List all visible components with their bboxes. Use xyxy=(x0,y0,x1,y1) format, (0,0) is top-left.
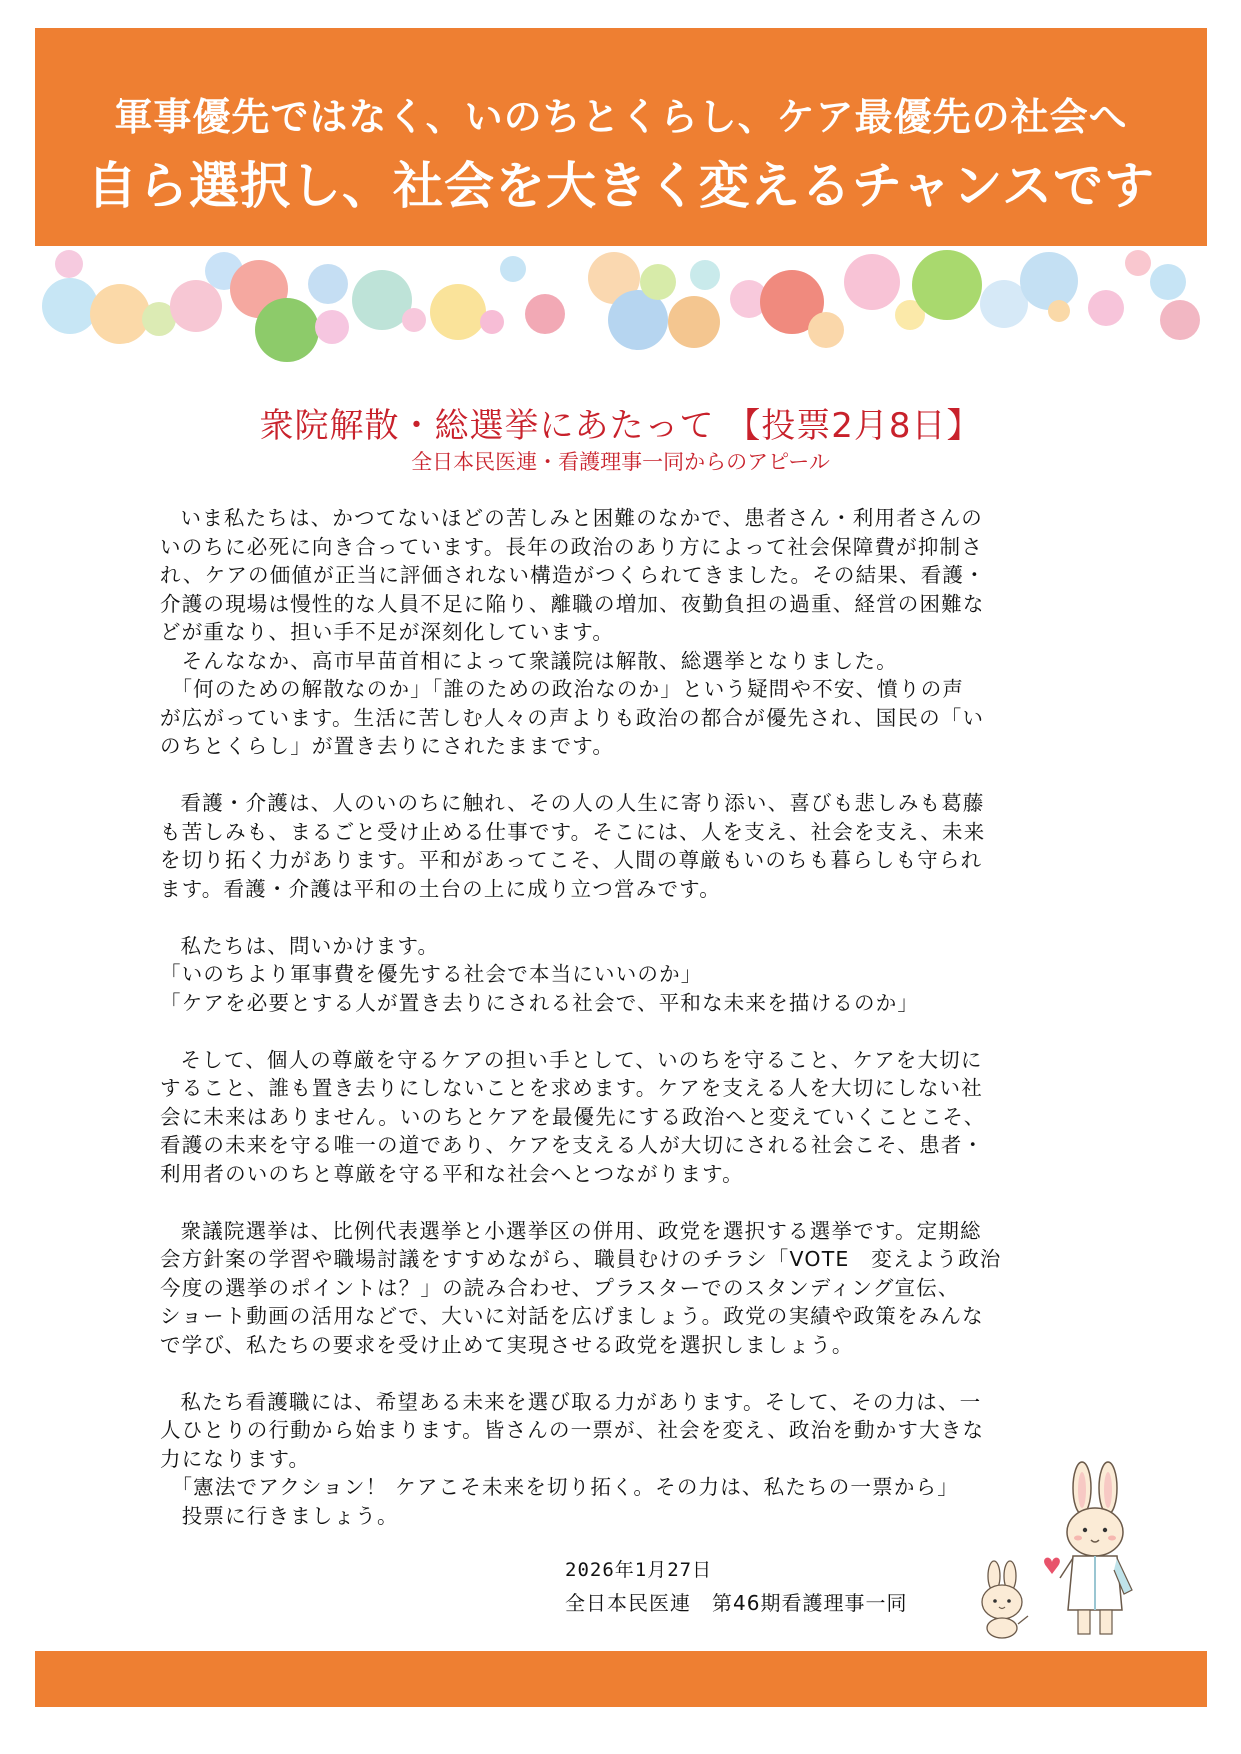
issue-date: 2026年1月27日 xyxy=(565,1559,713,1581)
body-line: 「憲法でアクション！ ケアこそ未来を切り拓く。その力は、私たちの一票から」 xyxy=(160,1475,959,1499)
body-line: 「何のための解散なのか」「誰のための政治なのか」という疑問や不安、憤りの声 xyxy=(160,677,965,701)
body-line: 私たち看護職には、希望ある未来を選び取る力があります。そして、その力は、一 xyxy=(180,1389,982,1414)
body-line: いのちに必死に向き合っています。長年の政治のあり方によって社会保障費が抑制さ xyxy=(160,534,983,559)
body-line: が広がっています。生活に苦しむ人々の声よりも政治の都合が優先され、国民の「い xyxy=(160,705,985,730)
body-line: も苦しみも、まるごと受け止める仕事です。そこには、人を支え、社会を支え、未来 xyxy=(160,819,986,844)
dot xyxy=(255,298,319,362)
body-line: 看護・介護は、人のいのちに触れ、その人の人生に寄り添い、喜びも悲しみも葛藤 xyxy=(180,791,985,815)
body-line: 利用者のいのちと尊厳を守る平和な社会へとつながります。 xyxy=(160,1161,744,1186)
body-line: のちとくらし」が置き去りにされたままです。 xyxy=(160,734,615,758)
dot xyxy=(55,250,83,278)
dot xyxy=(1125,250,1151,276)
body-line: 衆議院選挙は、比例代表選挙と小選挙区の併用、政党を選択する選挙です。定期総 xyxy=(180,1218,982,1243)
dot xyxy=(315,310,349,344)
small-rabbit-illustration xyxy=(968,1560,1038,1640)
dot xyxy=(668,296,720,348)
dot xyxy=(500,256,526,282)
body-line: を切り拓く力があります。平和があってこそ、人間の尊厳もいのちも暮らしも守られ xyxy=(160,848,983,872)
appeal-body xyxy=(160,504,1085,1530)
dot xyxy=(308,264,348,304)
dot xyxy=(1020,252,1078,310)
body-line: 会方針案の学習や職場討議をすすめながら、職員むけのチラシ「VOTE 変えよう政治 xyxy=(160,1247,1002,1271)
dot xyxy=(1160,300,1200,340)
dot xyxy=(1150,264,1186,300)
page-title: 衆院解散・総選挙にあたって 【投票2月8日】 xyxy=(259,406,982,446)
dot xyxy=(430,284,486,340)
body-line: すること、誰も置き去りにしないことを求めます。ケアを支える人を大切にしない社 xyxy=(160,1076,983,1100)
nurse-rabbit-illustration xyxy=(1040,1460,1150,1640)
dot xyxy=(808,312,844,348)
body-line: いま私たちは、かつてないほどの苦しみと困難のなかで、患者さん・利用者さんの xyxy=(180,506,983,530)
body-line: どが重なり、担い手不足が深刻化しています。 xyxy=(160,620,615,644)
dot xyxy=(480,310,504,334)
dot xyxy=(1088,290,1124,326)
body-line: 私たちは、問いかけます。 xyxy=(180,933,440,958)
body-line: 人ひとりの行動から始まります。皆さんの一票が、社会を変え、政治を動かす大きな xyxy=(160,1418,985,1442)
dot xyxy=(90,284,150,344)
body-line: ます。看護・介護は平和の土台の上に成り立つ営みです。 xyxy=(160,876,721,901)
body-line: れ、ケアの価値が正当に評価されない構造がつくられてきました。その結果、看護・ xyxy=(160,563,986,587)
body-line: 投票に行きましょう。 xyxy=(160,1503,399,1528)
dot xyxy=(1048,300,1070,322)
body-line: そんななか、高市早苗首相によって衆議院は解散、総選挙となりました。 xyxy=(160,648,898,673)
body-line: ショート動画の活用などで、大いに対話を広げましょう。政党の実績や政策をみんな xyxy=(160,1304,984,1328)
body-line: 会に未来はありません。いのちとケアを最優先にする政治へと変えていくことこそ、 xyxy=(160,1104,986,1129)
body-line: 今度の選挙のポイントは？」の読み合わせ、プラスターでのスタンディング宣伝、 xyxy=(160,1275,960,1300)
decorative-dots xyxy=(0,250,1241,380)
dot xyxy=(42,278,98,334)
header-headline: 軍事優先ではなく、いのちとくらし、ケア最優先の社会へ xyxy=(114,95,1128,139)
body-line: 介護の現場は慢性的な人員不足に陥り、離職の増加、夜勤負担の過重、経営の困難な xyxy=(160,591,985,616)
footer-bar xyxy=(35,1651,1207,1707)
dot xyxy=(525,294,565,334)
dot xyxy=(690,260,720,290)
header-banner xyxy=(35,28,1207,246)
header-main-slogan: 自ら選択し、社会を大きく変えるチャンスです xyxy=(87,157,1155,215)
dot xyxy=(844,254,900,310)
body-line: 「いのちより軍事費を優先する社会で本当にいいのか」 xyxy=(160,962,703,986)
page-subtitle: 全日本民医連・看護理事一同からのアピール xyxy=(411,450,830,474)
signatory: 全日本民医連 第46期看護理事一同 xyxy=(565,1591,908,1615)
dot xyxy=(912,250,982,320)
dot xyxy=(640,264,676,300)
body-line: 看護の未来を守る唯一の道であり、ケアを支える人が大切にされる社会こそ、患者・ xyxy=(160,1133,985,1157)
dot xyxy=(402,308,426,332)
body-line: そして、個人の尊厳を守るケアの担い手として、いのちを守ること、ケアを大切に xyxy=(180,1047,983,1072)
body-line: 「ケアを必要とする人が置き去りにされる社会で、平和な未来を描けるのか」 xyxy=(160,990,920,1015)
body-line: で学び、私たちの要求を受け止めて実現させる政党を選択しましょう。 xyxy=(160,1332,854,1357)
body-line: 力になります。 xyxy=(160,1446,311,1471)
